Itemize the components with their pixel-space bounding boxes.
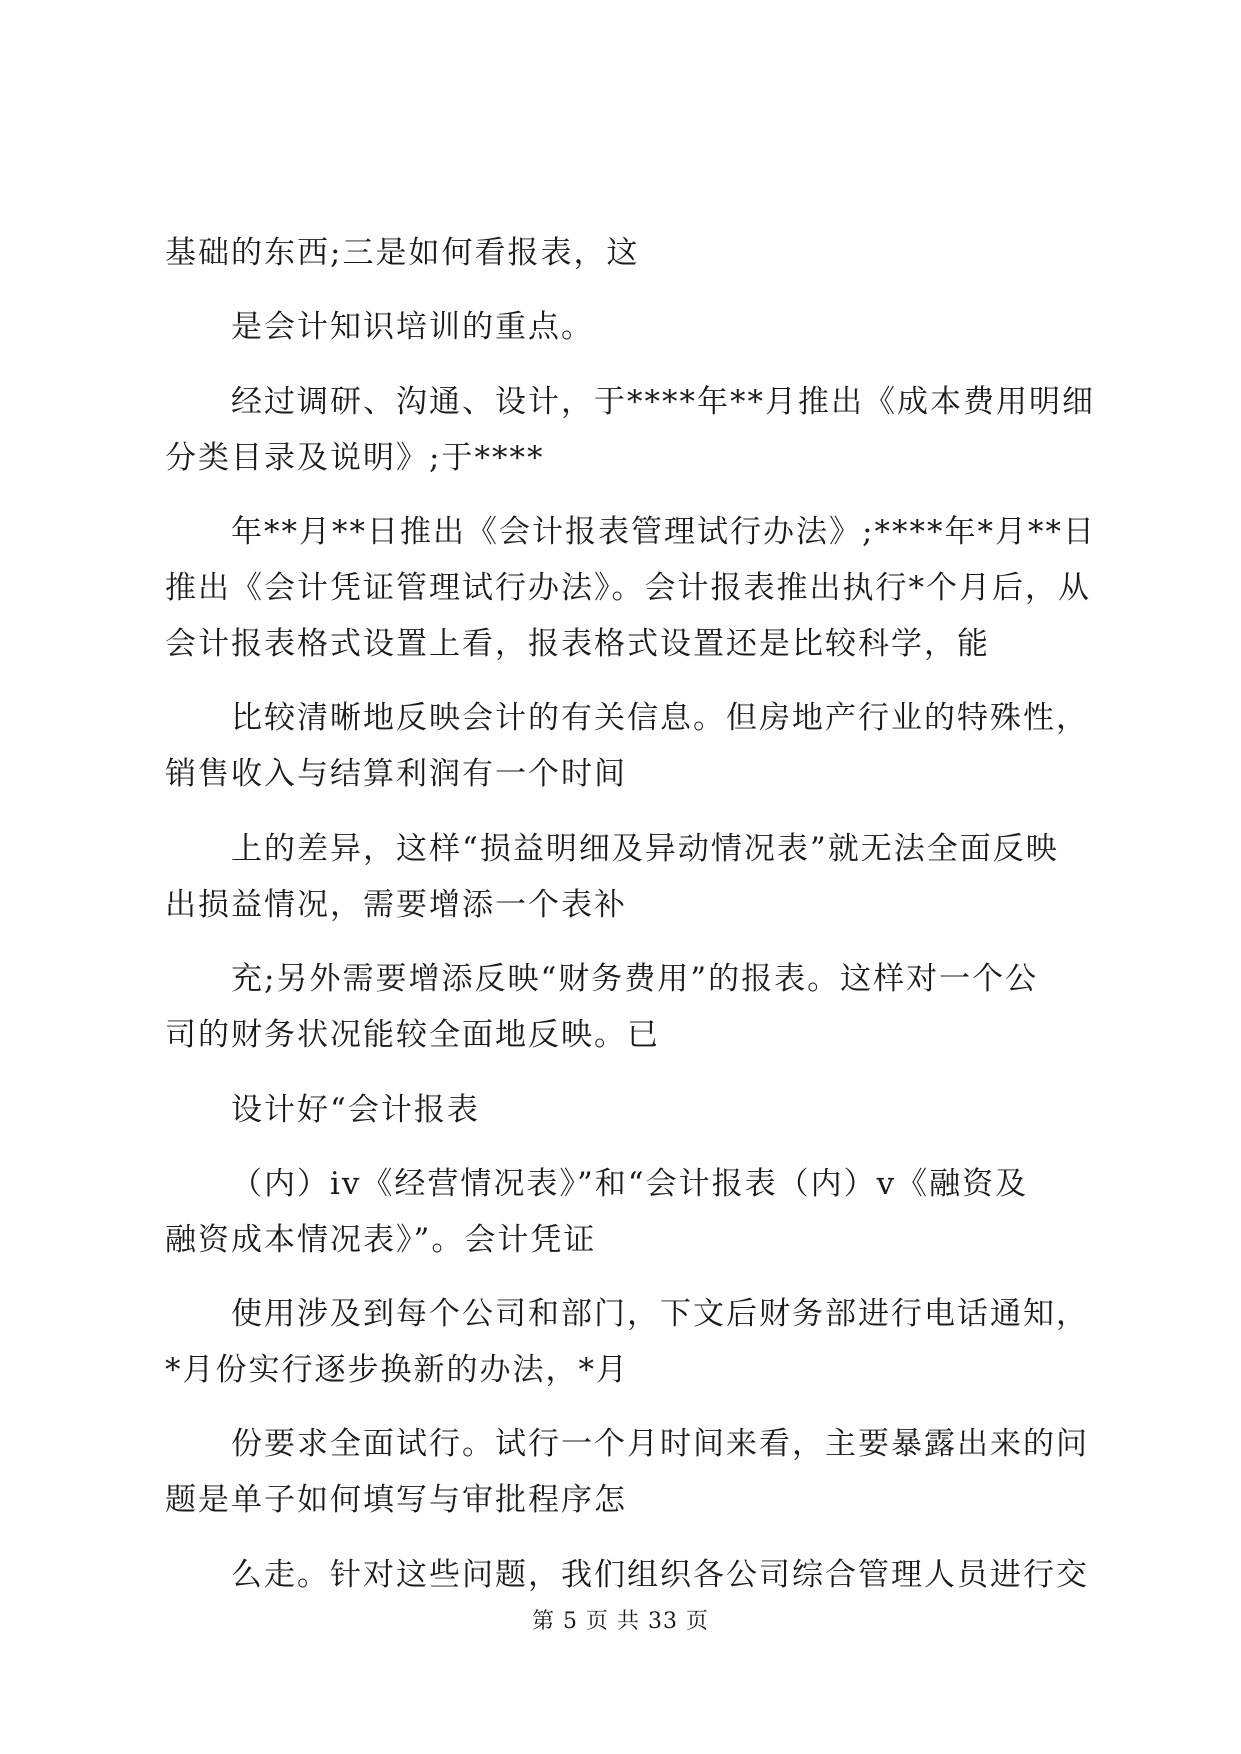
text-line: 是会计知识培训的重点。 bbox=[231, 309, 594, 345]
text-line: 分类目录及说明》;于**** bbox=[165, 440, 545, 476]
text-line: 出损益情况，需要增添一个表补 bbox=[165, 887, 627, 923]
text-line: 充;另外需要增添反映“财务费用”的报表。这样对一个公 bbox=[231, 961, 1039, 997]
text-line: 么走。针对这些问题，我们组织各公司综合管理人员进行交 bbox=[231, 1557, 1089, 1593]
text-line: 设计好“会计报表 bbox=[231, 1092, 480, 1128]
text-line: 推出《会计凭证管理试行办法》。会计报表推出执行*个月后，从 bbox=[165, 570, 1091, 606]
text-line: 比较清晰地反映会计的有关信息。但房地产行业的特殊性， bbox=[231, 700, 1089, 736]
text-line: 份要求全面试行。试行一个月时间来看，主要暴露出来的问 bbox=[231, 1426, 1089, 1462]
text-line: （内）iv《经营情况表》”和“会计报表（内）v《融资及 bbox=[231, 1166, 1029, 1202]
text-line: 司的财务状况能较全面地反映。已 bbox=[165, 1017, 660, 1053]
text-line: 融资成本情况表》”。会计凭证 bbox=[165, 1222, 597, 1258]
text-line: 基础的东西;三是如何看报表，这 bbox=[165, 235, 640, 271]
text-line: 经过调研、沟通、设计，于****年**月推出《成本费用明细 bbox=[231, 384, 1095, 420]
text-line: 销售收入与结算利润有一个时间 bbox=[165, 756, 627, 792]
page-number-footer: 第 5 页 共 33 页 bbox=[532, 1609, 709, 1634]
text-line: 会计报表格式设置上看，报表格式设置还是比较科学，能 bbox=[165, 626, 990, 662]
text-line: 年**月**日推出《会计报表管理试行办法》;****年*月**日 bbox=[231, 514, 1096, 550]
text-line: *月份实行逐步换新的办法，*月 bbox=[165, 1352, 629, 1388]
text-line: 上的差异，这样“损益明细及异动情况表”就无法全面反映 bbox=[231, 831, 1059, 867]
text-line: 使用涉及到每个公司和部门，下文后财务部进行电话通知， bbox=[231, 1296, 1089, 1332]
text-line: 题是单子如何填写与审批程序怎 bbox=[165, 1482, 627, 1518]
